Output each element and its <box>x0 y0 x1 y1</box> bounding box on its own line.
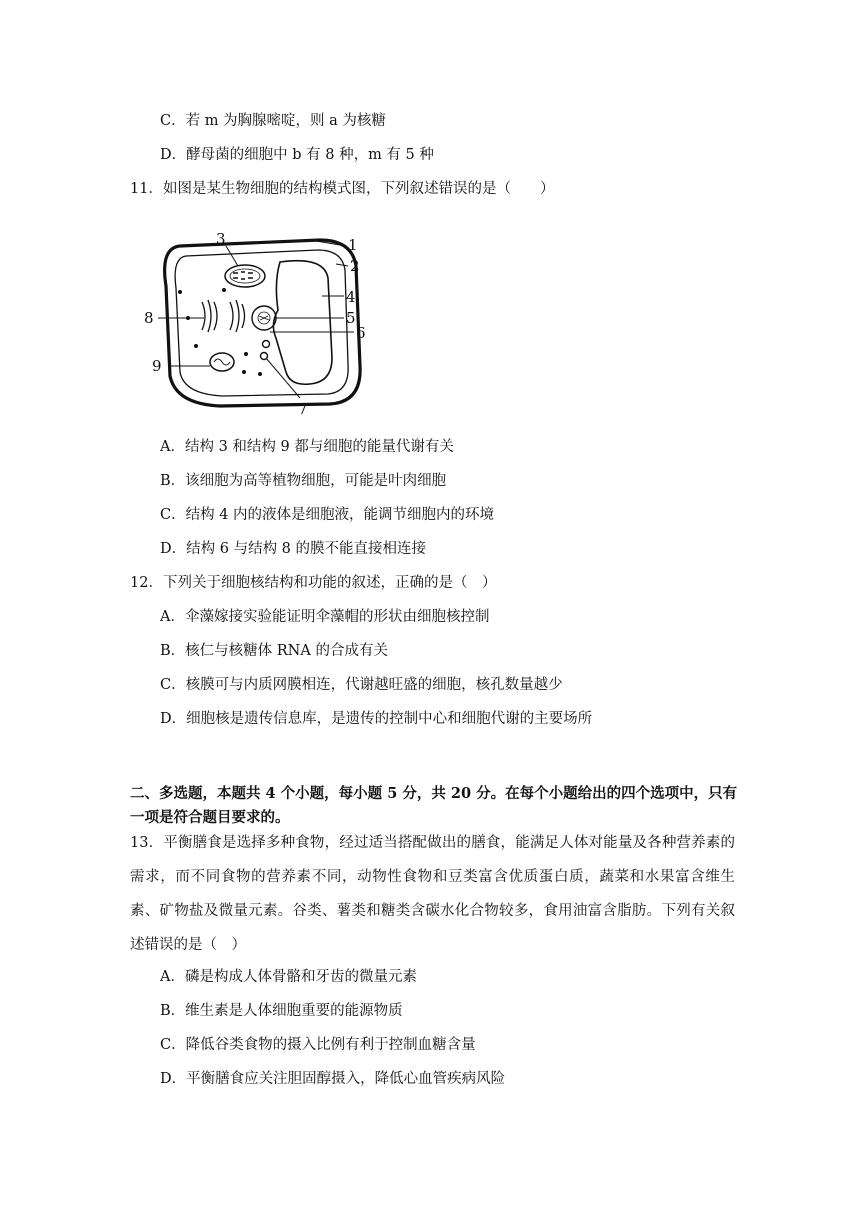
figure-label-1: 1 <box>348 236 358 254</box>
q11-option-c: C．结构 4 内的液体是细胞液，能调节细胞内的环境 <box>160 507 495 523</box>
plant-cell-diagram <box>140 226 390 418</box>
q12-option-b: B．核仁与核糖体 RNA 的合成有关 <box>160 643 388 659</box>
q13-option-b: B．维生素是人体细胞重要的能源物质 <box>160 1003 403 1019</box>
q12-option-d: D．细胞核是遗传信息库，是遗传的控制中心和细胞代谢的主要场所 <box>160 711 593 727</box>
figure-label-5: 5 <box>346 309 356 327</box>
q12-stem: 12．下列关于细胞核结构和功能的叙述，正确的是（ ） <box>130 575 497 591</box>
q11-option-d: D．结构 6 与结构 8 的膜不能直接相连接 <box>160 541 427 557</box>
section-2-heading: 二、多选题，本题共 4 个小题，每小题 5 分，共 20 分。在每个小题给出的四个选项中，只有一项是符合题目要求的。 <box>130 785 738 826</box>
figure-label-2: 2 <box>350 257 360 275</box>
q10-option-d: D．酵母菌的细胞中 b 有 8 种，m 有 5 种 <box>160 147 434 163</box>
figure-label-6: 6 <box>356 324 366 342</box>
q11-option-b: B．该细胞为高等植物细胞，可能是叶肉细胞 <box>160 473 447 489</box>
figure-label-9: 9 <box>152 357 162 375</box>
q13-option-a: A．磷是构成人体骨骼和牙齿的微量元素 <box>160 969 417 985</box>
figure-label-8: 8 <box>144 309 154 327</box>
q11-option-a: A．结构 3 和结构 9 都与细胞的能量代谢有关 <box>160 439 454 455</box>
q12-option-a: A．伞藻嫁接实验能证明伞藻帽的形状由细胞核控制 <box>160 609 490 625</box>
q10-option-c: C．若 m 为胸腺嘧啶，则 a 为核糖 <box>160 113 386 129</box>
q11-stem: 11．如图是某生物细胞的结构模式图，下列叙述错误的是（ ） <box>130 181 555 197</box>
q12-option-c: C．核膜可与内质网膜相连，代谢越旺盛的细胞，核孔数量越少 <box>160 677 563 693</box>
figure-label-4: 4 <box>346 288 356 306</box>
q13-stem: 13．平衡膳食是选择多种食物，经过适当搭配做出的膳食，能满足人体对能量及各种营养素的需求，而不同食物的营养素不同，动物性食物和豆类富含优质蛋白质，蔬菜和水果富含维生素、矿物盐及微量元素。谷类、薯类和糖类含碳水化合物较多，食用油富含脂肪。下列有关叙述错误的是（ ） <box>130 835 735 953</box>
q13-option-d: D．平衡膳食应关注胆固醇摄入，降低心血管疾病风险 <box>160 1071 506 1087</box>
figure-label-7: 7 <box>298 400 308 418</box>
q13-option-c: C．降低谷类食物的摄入比例有利于控制血糖含量 <box>160 1037 476 1053</box>
figure-label-3: 3 <box>216 230 226 248</box>
